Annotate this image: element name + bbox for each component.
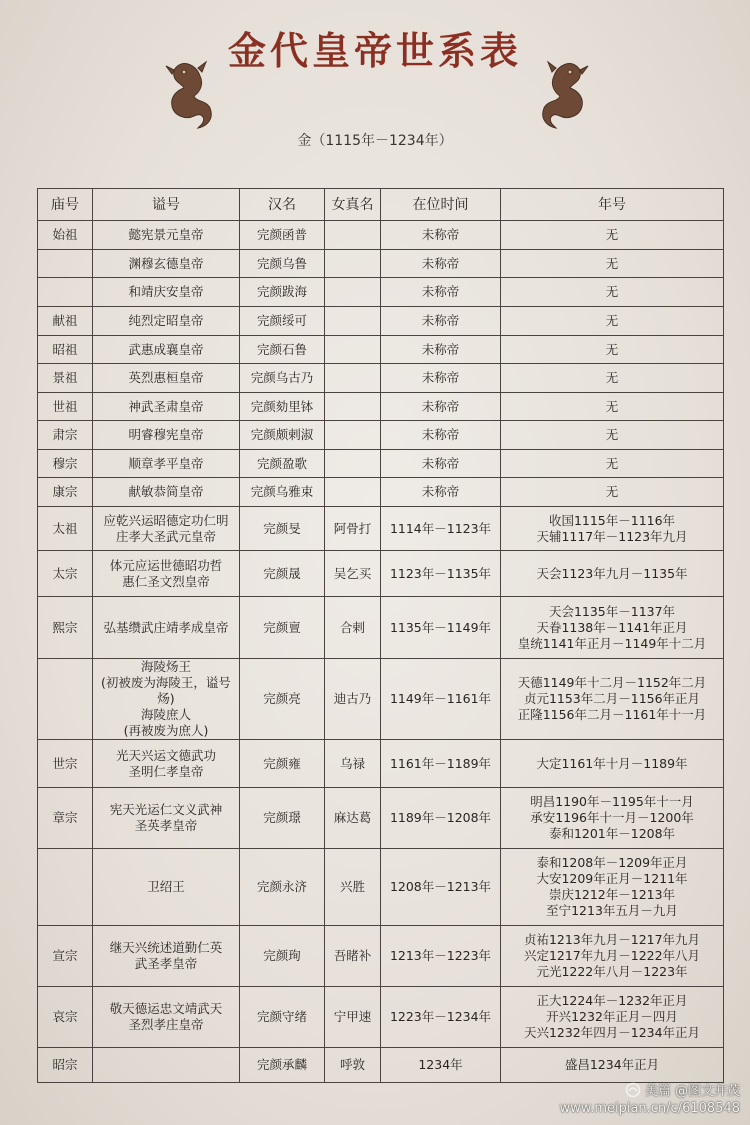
- table-row: [38, 551, 724, 597]
- temple-name-cell: 景祖: [38, 364, 93, 393]
- jurchen-name-cell: [325, 221, 381, 250]
- posthumous-name-cell: 敬天德运忠文靖武天 圣烈孝庄皇帝: [93, 987, 240, 1048]
- table-row: [38, 597, 724, 659]
- reign-period-cell: 未称帝: [381, 478, 501, 507]
- table-row: [38, 926, 724, 987]
- temple-name-cell: 康宗: [38, 478, 93, 507]
- temple-name-cell: 昭祖: [38, 336, 93, 364]
- jurchen-name-cell: 阿骨打: [325, 507, 381, 551]
- temple-name-cell: 穆宗: [38, 450, 93, 478]
- reign-period-cell: 未称帝: [381, 307, 501, 336]
- table-row: [38, 478, 724, 507]
- han-name-cell: 完颜乌古乃: [240, 364, 325, 393]
- table-header-row: [38, 189, 724, 221]
- jurchen-name-cell: [325, 450, 381, 478]
- header-era-names: 年号: [501, 189, 724, 221]
- table-row: [38, 507, 724, 551]
- temple-name-cell: 章宗: [38, 788, 93, 849]
- han-name-cell: 完颜璟: [240, 788, 325, 849]
- han-name-cell: 完颜旻: [240, 507, 325, 551]
- era-names-cell: 无: [501, 278, 724, 307]
- reign-period-cell: 未称帝: [381, 221, 501, 250]
- posthumous-name-cell: 英烈惠桓皇帝: [93, 364, 240, 393]
- temple-name-cell: 宣宗: [38, 926, 93, 987]
- han-name-cell: 完颜承麟: [240, 1048, 325, 1083]
- jurchen-name-cell: 乌禄: [325, 740, 381, 788]
- han-name-cell: 完颜石鲁: [240, 336, 325, 364]
- temple-name-cell: 世宗: [38, 740, 93, 788]
- posthumous-name-cell: 顺章孝平皇帝: [93, 450, 240, 478]
- han-name-cell: 完颜函普: [240, 221, 325, 250]
- han-name-cell: 完颜雍: [240, 740, 325, 788]
- era-names-cell: 无: [501, 250, 724, 278]
- header-jurchen-name: 女真名: [325, 189, 381, 221]
- jurchen-name-cell: 吴乞买: [325, 551, 381, 597]
- temple-name-cell: [38, 250, 93, 278]
- era-names-cell: 天德1149年十二月－1152年二月 贞元1153年二月－1156年正月 正隆1156年二月－1161年十一月: [501, 659, 724, 740]
- era-names-cell: 无: [501, 478, 724, 507]
- posthumous-name-cell: 弘基缵武庄靖孝成皇帝: [93, 597, 240, 659]
- temple-name-cell: 太祖: [38, 507, 93, 551]
- watermark: [559, 1082, 740, 1117]
- jurchen-name-cell: 宁甲速: [325, 987, 381, 1048]
- table-row: [38, 421, 724, 450]
- temple-name-cell: 献祖: [38, 307, 93, 336]
- table-row: [38, 393, 724, 421]
- temple-name-cell: 肃宗: [38, 421, 93, 450]
- table-row: [38, 221, 724, 250]
- table-row: [38, 788, 724, 849]
- era-names-cell: 天会1135年－1137年 天眷1138年－1141年正月 皇统1141年正月－1149年十二月: [501, 597, 724, 659]
- posthumous-name-cell: 懿宪景元皇帝: [93, 221, 240, 250]
- han-name-cell: 完颜颇剌淑: [240, 421, 325, 450]
- posthumous-name-cell: 武惠成襄皇帝: [93, 336, 240, 364]
- han-name-cell: 完颜珣: [240, 926, 325, 987]
- jurchen-name-cell: 兴胜: [325, 849, 381, 926]
- reign-period-cell: 1123年－1135年: [381, 551, 501, 597]
- reign-period-cell: 未称帝: [381, 336, 501, 364]
- header-temple-name: 庙号: [38, 189, 93, 221]
- reign-period-cell: 1161年－1189年: [381, 740, 501, 788]
- era-names-cell: 大定1161年十月－1189年: [501, 740, 724, 788]
- posthumous-name-cell: 宪天光运仁文义武神 圣英孝皇帝: [93, 788, 240, 849]
- temple-name-cell: 昭宗: [38, 1048, 93, 1083]
- han-name-cell: 完颜劾里钵: [240, 393, 325, 421]
- posthumous-name-cell: 纯烈定昭皇帝: [93, 307, 240, 336]
- jurchen-name-cell: [325, 421, 381, 450]
- header-reign: 在位时间: [381, 189, 501, 221]
- era-names-cell: 收国1115年－1116年 天辅1117年－1123年九月: [501, 507, 724, 551]
- reign-period-cell: 未称帝: [381, 421, 501, 450]
- page-title: 金代皇帝世系表: [227, 28, 522, 73]
- jurchen-name-cell: [325, 336, 381, 364]
- reign-period-cell: 未称帝: [381, 364, 501, 393]
- reign-period-cell: 1114年－1123年: [381, 507, 501, 551]
- han-name-cell: 完颜守绪: [240, 987, 325, 1048]
- reign-period-cell: 1189年－1208年: [381, 788, 501, 849]
- temple-name-cell: 太宗: [38, 551, 93, 597]
- reign-period-cell: 未称帝: [381, 450, 501, 478]
- jurchen-name-cell: [325, 250, 381, 278]
- reign-period-cell: 1149年－1161年: [381, 659, 501, 740]
- table-row: [38, 1048, 724, 1083]
- era-names-cell: 无: [501, 421, 724, 450]
- dragon-icon: [534, 58, 596, 130]
- jurchen-name-cell: [325, 278, 381, 307]
- han-name-cell: 完颜晟: [240, 551, 325, 597]
- reign-period-cell: 未称帝: [381, 393, 501, 421]
- jurchen-name-cell: [325, 478, 381, 507]
- jurchen-name-cell: 迪古乃: [325, 659, 381, 740]
- han-name-cell: 完颜乌雅束: [240, 478, 325, 507]
- table-row: [38, 364, 724, 393]
- temple-name-cell: [38, 278, 93, 307]
- era-names-cell: 无: [501, 450, 724, 478]
- era-names-cell: 无: [501, 307, 724, 336]
- era-names-cell: 无: [501, 221, 724, 250]
- temple-name-cell: [38, 659, 93, 740]
- posthumous-name-cell: 明睿穆宪皇帝: [93, 421, 240, 450]
- han-name-cell: 完颜亶: [240, 597, 325, 659]
- era-names-cell: 明昌1190年－1195年十一月 承安1196年十一月－1200年 泰和1201年－1208年: [501, 788, 724, 849]
- table-row: [38, 278, 724, 307]
- reign-period-cell: 1223年－1234年: [381, 987, 501, 1048]
- table-row: [38, 250, 724, 278]
- table-row: [38, 336, 724, 364]
- han-name-cell: 完颜永济: [240, 849, 325, 926]
- jurchen-name-cell: [325, 393, 381, 421]
- watermark-brand: 美篇 @图文并茂: [644, 1084, 740, 1099]
- reign-period-cell: 1213年－1223年: [381, 926, 501, 987]
- table-row: [38, 740, 724, 788]
- han-name-cell: 完颜盈歌: [240, 450, 325, 478]
- posthumous-name-cell: 渊穆玄德皇帝: [93, 250, 240, 278]
- posthumous-name-cell: [93, 1048, 240, 1083]
- posthumous-name-cell: 体元应运世德昭功哲 惠仁圣文烈皇帝: [93, 551, 240, 597]
- reign-period-cell: 1208年－1213年: [381, 849, 501, 926]
- posthumous-name-cell: 光天兴运文德武功 圣明仁孝皇帝: [93, 740, 240, 788]
- table-row: [38, 849, 724, 926]
- han-name-cell: 完颜亮: [240, 659, 325, 740]
- posthumous-name-cell: 献敏恭简皇帝: [93, 478, 240, 507]
- temple-name-cell: 始祖: [38, 221, 93, 250]
- meipian-logo-icon: [625, 1082, 641, 1098]
- era-names-cell: 贞祐1213年九月－1217年九月 兴定1217年九月－1222年八月 元光1222年八月－1223年: [501, 926, 724, 987]
- reign-period-cell: 未称帝: [381, 278, 501, 307]
- posthumous-name-cell: 神武圣肃皇帝: [93, 393, 240, 421]
- era-names-cell: 天会1123年九月－1135年: [501, 551, 724, 597]
- reign-period-cell: 1135年－1149年: [381, 597, 501, 659]
- reign-period-cell: 1234年: [381, 1048, 501, 1083]
- han-name-cell: 完颜乌鲁: [240, 250, 325, 278]
- era-names-cell: 无: [501, 336, 724, 364]
- posthumous-name-cell: 继天兴统述道勤仁英 武圣孝皇帝: [93, 926, 240, 987]
- table-row: [38, 307, 724, 336]
- temple-name-cell: 世祖: [38, 393, 93, 421]
- jurchen-name-cell: 合剌: [325, 597, 381, 659]
- han-name-cell: 完颜绥可: [240, 307, 325, 336]
- era-names-cell: 盛昌1234年正月: [501, 1048, 724, 1083]
- header-han-name: 汉名: [240, 189, 325, 221]
- table-row: [38, 987, 724, 1048]
- temple-name-cell: [38, 849, 93, 926]
- table-row: [38, 659, 724, 740]
- watermark-url: www.meipian.cn/c/6108548: [559, 1101, 740, 1116]
- posthumous-name-cell: 海陵炀王 (初被废为海陵王，谥号炀) 海陵庶人 (再被废为庶人): [93, 659, 240, 740]
- emperor-table: [37, 188, 724, 1083]
- temple-name-cell: 哀宗: [38, 987, 93, 1048]
- reign-period-cell: 未称帝: [381, 250, 501, 278]
- posthumous-name-cell: 和靖庆安皇帝: [93, 278, 240, 307]
- era-names-cell: 正大1224年－1232年正月 开兴1232年正月－四月 天兴1232年四月－1234年正月: [501, 987, 724, 1048]
- table-row: [38, 450, 724, 478]
- page-subtitle: 金（1115年－1234年）: [297, 133, 453, 149]
- posthumous-name-cell: 卫绍王: [93, 849, 240, 926]
- posthumous-name-cell: 应乾兴运昭德定功仁明 庄孝大圣武元皇帝: [93, 507, 240, 551]
- jurchen-name-cell: 麻达葛: [325, 788, 381, 849]
- jurchen-name-cell: 呼敦: [325, 1048, 381, 1083]
- era-names-cell: 无: [501, 393, 724, 421]
- jurchen-name-cell: [325, 364, 381, 393]
- jurchen-name-cell: [325, 307, 381, 336]
- han-name-cell: 完颜跋海: [240, 278, 325, 307]
- era-names-cell: 无: [501, 364, 724, 393]
- era-names-cell: 泰和1208年－1209年正月 大安1209年正月－1211年 崇庆1212年－1213年 至宁1213年五月－九月: [501, 849, 724, 926]
- header-posthumous-name: 谥号: [93, 189, 240, 221]
- temple-name-cell: 熙宗: [38, 597, 93, 659]
- jurchen-name-cell: 吾睹补: [325, 926, 381, 987]
